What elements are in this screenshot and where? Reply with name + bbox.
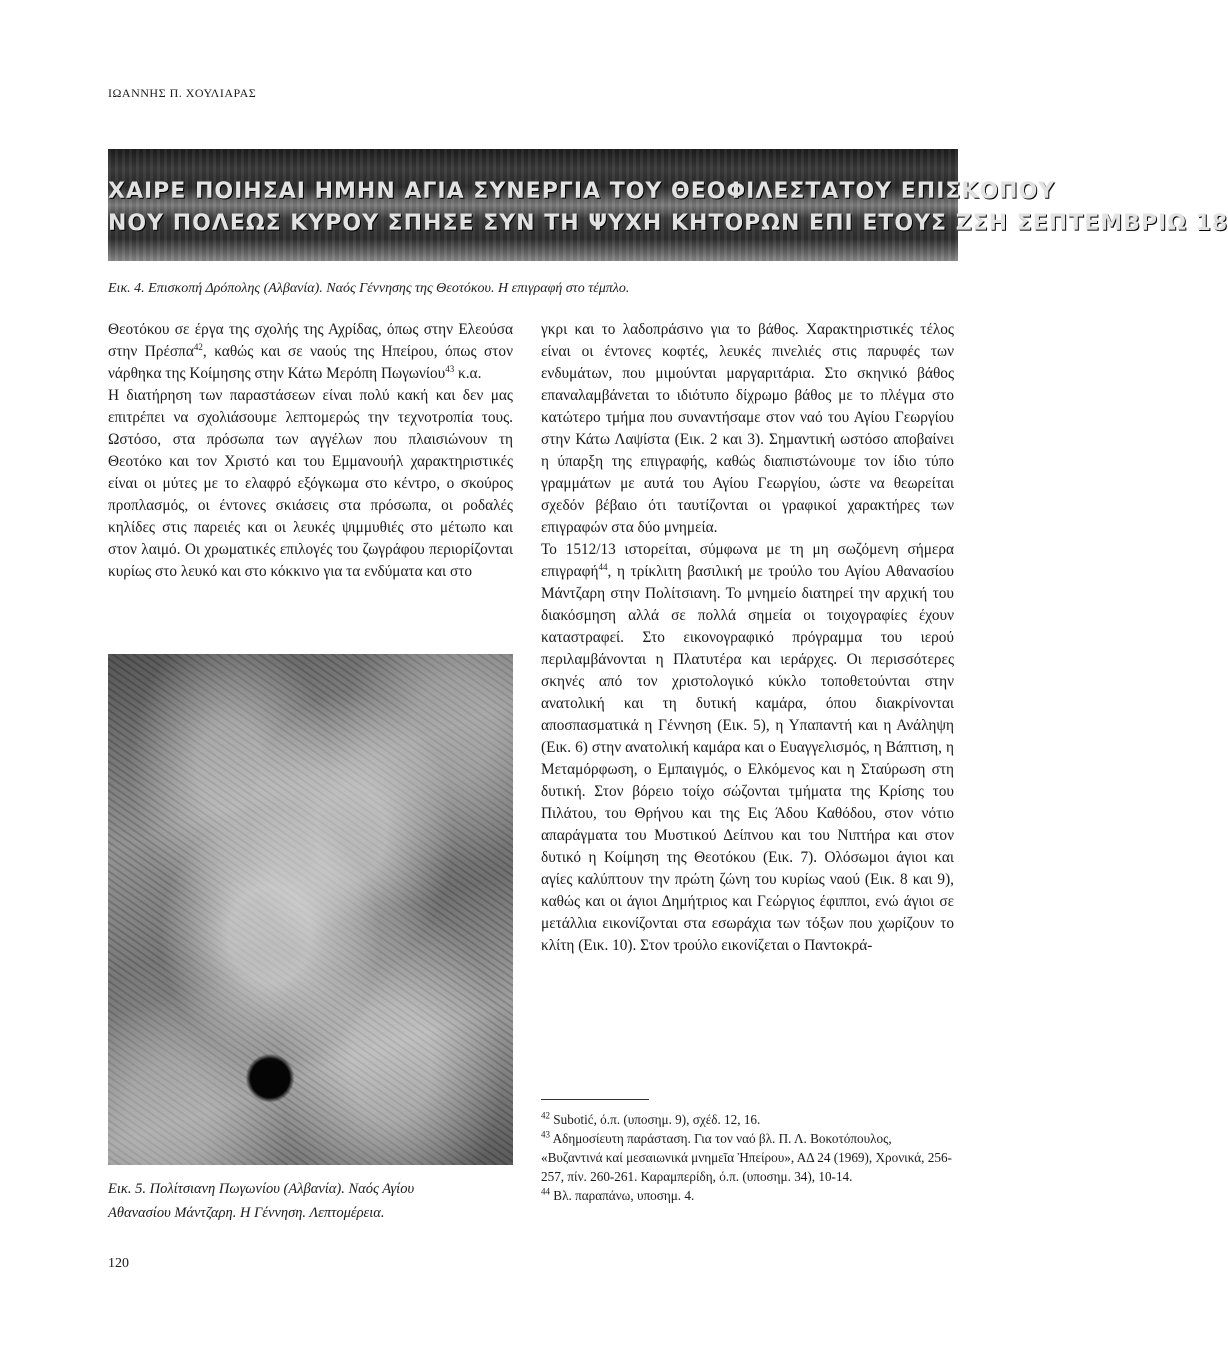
footnote-number: 43	[541, 1129, 550, 1140]
figure-5-caption: Εικ. 5. Πολίτσιανη Πωγωνίου (Αλβανία). Ναός Αγίου Αθανασίου Μάντζαρη. Η Γέννηση. Λεπτομέρεια.	[108, 1181, 415, 1221]
footnote-text: Αδημοσίευτη παράσταση. Για τον ναό βλ. Π. Λ. Βοκοτόπουλος, «Βυζαντινά καί μεσαιωνικά μνημεῖα Ἠπείρου», ΑΔ 24 (1969), Χρονικά, 256-257, πίν. 260-261. Καραμπερίδη, ό.π. (υποσημ. 34), 10-14.	[541, 1131, 952, 1184]
left-column	[108, 319, 513, 583]
text-run: Το 1512/13 ιστορείται, σύμφωνα με τη μη σωζόμενη σήμερα επιγραφή	[541, 541, 954, 580]
inscription-line-1: ΧΑΙΡΕ ΠΟΙΗΣΑΙ ΗΜΗΝ ΑΓΙΑ ΣΥΝΕΡΓΙΑ ΤΟΥ ΘΕΟΦΙΛΕΣΤΑΤΟΥ ΕΠΙΣΚΟΠΟΥ	[108, 179, 1056, 204]
figure-4-caption: Εικ. 4. Επισκοπή Δρόπολης (Αλβανία). Ναός Γέννησης της Θεοτόκου. Η επιγραφή στο τέμπλο.	[108, 281, 630, 296]
footnote-text: Subotić, ό.π. (υποσημ. 9), σχέδ. 12, 16.	[553, 1112, 761, 1127]
footnote-ref-43[interactable]: 43	[445, 363, 455, 374]
footnotes	[541, 1110, 954, 1205]
text-run: κ.α.	[454, 365, 482, 382]
footnote-divider	[541, 1099, 649, 1100]
footnote-number: 42	[541, 1110, 550, 1121]
figure-4-inscription-photo	[108, 149, 1228, 261]
running-head: ΙΩΑΝΝΗΣ Π. ΧΟΥΛΙΑΡΑΣ	[108, 86, 257, 100]
text-run: , η τρίκλιτη βασιλική με τρούλο του Αγίου Αθανασίου Μάντζαρη στην Πολίτσιανη. Το μνημείο διατηρεί την αρχική του διακόσμηση αλλά σε πολλά σημεία οι τοιχογραφίες έχουν καταστραφεί. Στο εικονογραφικό πρόγραμμα του ιερού περιλαμβάνονται η Πλατυτέρα και ιεράρχες. Οι περισσότερες σκηνές από τον χριστολογικό κύκλο τοποθετούνται στην ανατολική και τη δυτική καμάρα, όπου διακρίνονται αποσπασματικά η Γέννηση (Εικ. 5), η Υπαπαντή και η Ανάληψη (Εικ. 6) στην ανατολική καμάρα και ο Ευαγγελισμός, η Βάπτιση, η Μεταμόρφωση, ο Εμπαιγμός, ο Ελκόμενος και η Σταύρωση στη δυτική. Στον βόρειο τοίχο σώζονται τμήματα της Κρίσης του Πιλάτου, του Θρήνου και της Εις Άδου Καθόδου, στον νότιο απαράγματα του Μυστικού Δείπνου και του Νιπτήρα και στον δυτικό η Κοίμηση της Θεοτόκου (Εικ. 7). Ολόσωμοι άγιοι και αγίες καλύπτουν την πρώτη ζώνη του κυρίως ναού (Εικ. 8 και 9), καθώς και οι άγιοι Δημήτριος και Γεώργιος έφιπποι, ενώ άγιοι σε μετάλλια εικονίζονται στα εσωράχια των τόξων που χωρίζουν το κλίτη (Εικ. 10). Στον τρούλο εικονίζεται ο Παντοκρά-	[541, 563, 954, 954]
left-paragraph-2: Η διατήρηση των παραστάσεων είναι πολύ κακή και δεν μας επιτρέπει να σχολιάσουμε λεπτομερώς την τεχνοτροπία τους. Ωστόσο, στα πρόσωπα των αγγέλων που πλαισιώνουν τη Θεοτόκο και τον Χριστό και του Εμμανουήλ χαρακτηριστικές είναι οι μύτες με το ελαφρό εξόγκωμα στο κέντρο, ο σκούρος προπλασμός, οι έντονες σκιάσεις στα πρόσωπα, οι ροδαλές κηλίδες στις παρειές και οι λευκές ψιμμυθιές στο μέτωπο και στον λαιμό. Οι χρωματικές επιλογές του ζωγράφου περιορίζονται κυρίως στο λευκό και στο κόκκινο για τα ενδύματα και στο	[108, 387, 513, 580]
right-paragraph-2	[541, 539, 954, 957]
footnote-number: 44	[541, 1186, 550, 1197]
footnote-ref-42[interactable]: 42	[193, 341, 203, 352]
footnote-ref-44[interactable]: 44	[598, 561, 608, 572]
right-paragraph-1: γκρι και το λαδοπράσινο για το βάθος. Χαρακτηριστικές τέλος είναι οι έντονες κοφτές, λευκές πινελιές στις παρυφές των ενδυμάτων, που μιμούνται μαργαριτάρια. Στο σκηνικό βάθος επαναλαμβάνεται το ιδιότυπο δίχρωμο βάθος με το πλέγμα στο κατώτερο τμήμα που συναντήσαμε στον ναό του Αγίου Γεωργίου στην Κάτω Λαψίστα (Εικ. 2 και 3). Σημαντική ωστόσο αποβαίνει η ύπαρξη της επιγραφής, καθώς διαπιστώνουμε τον ίδιο τύπο γραμμάτων με αυτά του Αγίου Γεωργίου, ώστε να θεωρείται σχεδόν βέβαιο ότι ταυτίζονται οι γραφικοί χαρακτήρες των επιγραφών στα δύο μνημεία.	[541, 321, 954, 536]
text-run: , καθώς και σε ναούς της Ηπείρου, όπως στον νάρθηκα της Κοίμησης στην Κάτω Μερόπη Πωγωνίου	[108, 343, 513, 382]
figure-5-nativity-photo	[108, 654, 513, 1165]
page-number: 120	[108, 1256, 129, 1271]
footnote-43	[541, 1129, 954, 1186]
right-column	[541, 319, 954, 957]
text-run: Θεοτόκου σε έργα της σχολής της Αχρίδας, όπως στην Ελεούσα στην Πρέσπα	[108, 321, 513, 360]
left-paragraph-1	[108, 319, 513, 385]
footnote-text: Βλ. παραπάνω, υποσημ. 4.	[553, 1188, 695, 1203]
footnote-42	[541, 1110, 954, 1129]
inscription-line-2: ΝΟΥ ΠΟΛΕΩΣ ΚΥΡΟΥ ΣΠΗΣΕ ΣΥΝ ΤΗ ΨΥΧΗ ΚΗΤΟΡΩΝ ΕΠΙ ΕΤΟΥΣ ΖΣΗ ΣΕΠΤΕΜΒΡΙΩ 18	[108, 211, 1228, 236]
footnote-44	[541, 1186, 954, 1205]
